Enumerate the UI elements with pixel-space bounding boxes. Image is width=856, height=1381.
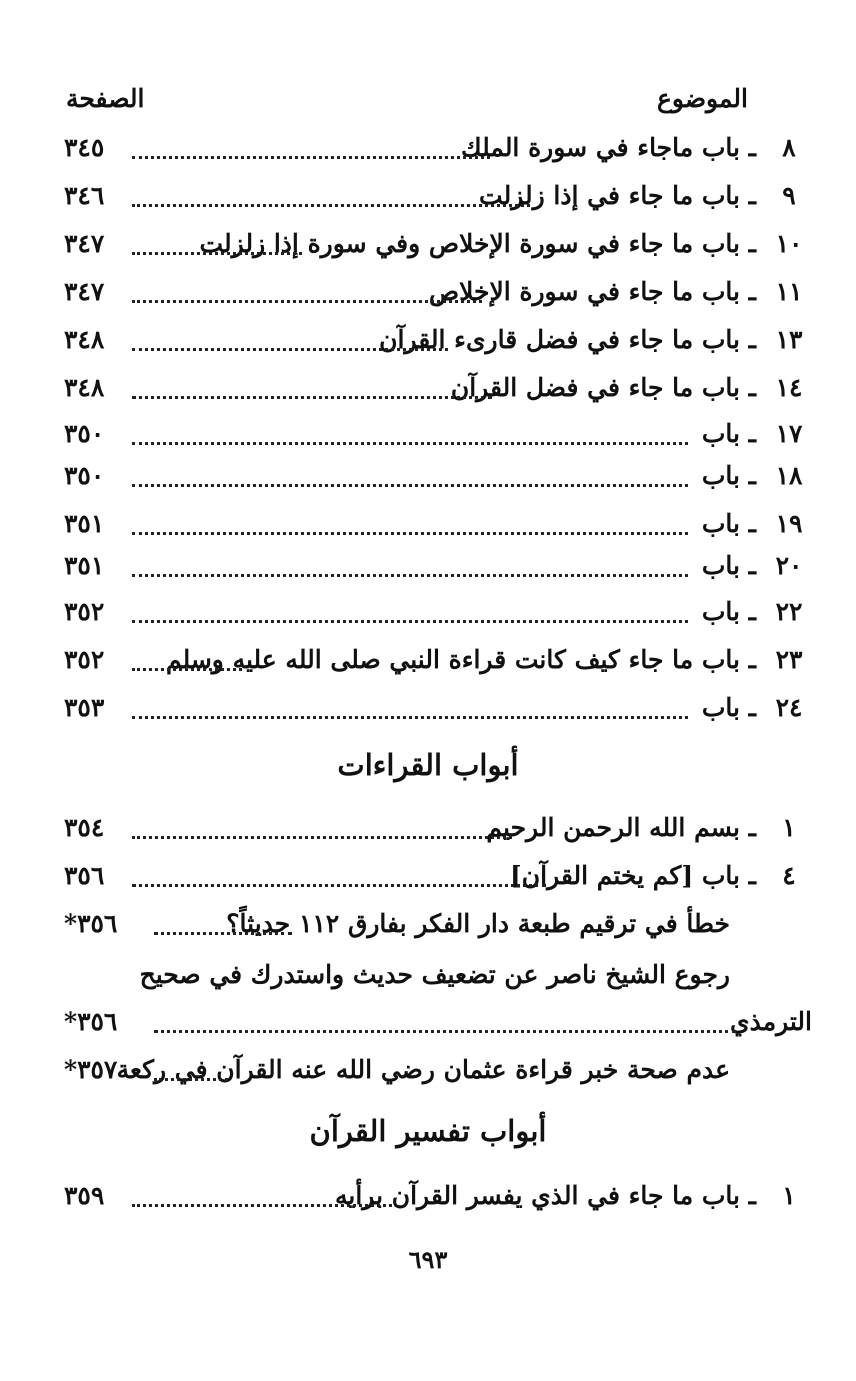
entry-number: ٤ (782, 861, 796, 890)
note-page: ٣٥٧* (64, 1055, 118, 1084)
entry-page: ٣٥٠ (64, 419, 105, 448)
toc-entry (64, 808, 812, 848)
dot-leader (154, 1030, 736, 1033)
dot-leader (132, 532, 688, 535)
dot-leader (132, 668, 242, 671)
note-page: ٣٥٦* (64, 1007, 118, 1036)
column-header-topic: الموضوع (657, 84, 748, 113)
entry-title: ـ باب [كم يختم القرآن] (509, 861, 756, 890)
entry-title: ـ باب ما جاء في سورة الإخلاص وفي سورة إذا زلزلت (199, 229, 756, 258)
toc-entry (64, 224, 812, 264)
dot-leader (132, 620, 688, 623)
entry-number: ١٣ (775, 325, 803, 354)
entry-number: ١١ (775, 277, 803, 306)
toc-entry (64, 272, 812, 312)
dot-leader (132, 1204, 392, 1207)
entry-page: ٣٤٧ (64, 277, 105, 306)
dot-leader (132, 716, 688, 719)
dot-leader (132, 300, 482, 303)
dot-leader (132, 348, 448, 351)
page-number: ٦٩٣ (408, 1245, 448, 1274)
dot-leader (132, 156, 490, 159)
dot-leader (132, 204, 530, 207)
entry-title: ـ باب ما جاء كيف كانت قراءة النبي صلى الله عليه وسلم (165, 645, 756, 674)
toc-entry (64, 368, 812, 408)
dot-leader (132, 836, 512, 839)
section-title-tafsir: أبواب تفسير القرآن (309, 1114, 547, 1148)
entry-page: ٣٤٥ (64, 133, 105, 162)
dot-leader (154, 1078, 228, 1081)
toc-entry (64, 592, 812, 632)
entry-number: ٢٠ (775, 551, 803, 580)
entry-title: ـ باب (701, 551, 756, 580)
entry-page: ٣٥٣ (64, 693, 105, 722)
dot-leader (132, 252, 302, 255)
note-title-line2: الترمذي (730, 1007, 812, 1036)
entry-number: ٨ (782, 133, 796, 162)
section-title-readings: أبواب القراءات (337, 748, 519, 782)
toc-entry (64, 546, 812, 586)
entry-title: ـ باب ما جاء في فضل قارىء القرآن (379, 325, 756, 354)
toc-entry (64, 1176, 812, 1216)
entry-page: ٣٥٩ (64, 1181, 105, 1210)
entry-title: ـ باب ما جاء في الذي يفسر القرآن برأيه (334, 1181, 756, 1210)
note-page: ٣٥٦* (64, 909, 118, 938)
entry-number: ٩ (782, 181, 796, 210)
entry-title: ـ باب (701, 461, 756, 490)
entry-number: ٢٣ (775, 645, 803, 674)
entry-title: ـ بسم الله الرحمن الرحيم (486, 813, 756, 842)
dot-leader (132, 396, 492, 399)
entry-title: ـ باب (701, 597, 756, 626)
entry-page: ٣٥٢ (64, 597, 105, 626)
entry-page: ٣٤٦ (64, 181, 105, 210)
toc-entry (64, 176, 812, 216)
entry-page: ٣٥٠ (64, 461, 105, 490)
toc-entry (64, 456, 812, 496)
toc-note (64, 904, 812, 944)
dot-leader (132, 484, 688, 487)
toc-note (64, 1050, 812, 1090)
toc-entry (64, 320, 812, 360)
entry-title: ـ باب (701, 509, 756, 538)
note-title: خطأ في ترقيم طبعة دار الفكر بفارق ١١٢ حديثاً؟ (226, 909, 730, 938)
entry-number: ١٩ (775, 509, 803, 538)
entry-number: ١ (782, 813, 796, 842)
entry-number: ١٧ (775, 419, 803, 448)
entry-page: ٣٤٨ (64, 373, 105, 402)
entry-number: ١٨ (775, 461, 803, 490)
toc-entry (64, 128, 812, 168)
entry-number: ١ (782, 1181, 796, 1210)
entry-number: ١٠ (775, 229, 803, 258)
entry-title: ـ باب (701, 693, 756, 722)
entry-page: ٣٤٧ (64, 229, 105, 258)
entry-number: ١٤ (775, 373, 803, 402)
entry-page: ٣٤٨ (64, 325, 105, 354)
dot-leader (132, 442, 688, 445)
toc-entry (64, 414, 812, 454)
entry-number: ٢٢ (775, 597, 803, 626)
toc-note (64, 1002, 812, 1042)
entry-page: ٣٥٤ (64, 813, 105, 842)
toc-entry (64, 640, 812, 680)
entry-title: ـ باب (701, 419, 756, 448)
entry-title: ـ باب ما جاء في إذا زلزلت (479, 181, 756, 210)
dot-leader (154, 932, 292, 935)
toc-entry (64, 504, 812, 544)
entry-title: ـ باب ما جاء في فضل القرآن (450, 373, 756, 402)
dot-leader (132, 574, 688, 577)
entry-page: ٣٥٦ (64, 861, 105, 890)
entry-number: ٢٤ (775, 693, 803, 722)
toc-entry (64, 856, 812, 896)
entry-page: ٣٥٢ (64, 645, 105, 674)
column-header-page: الصفحة (66, 84, 145, 113)
note-title-line1: رجوع الشيخ ناصر عن تضعيف حديث واستدرك في صحيح (139, 960, 730, 989)
entry-title: ـ باب ما جاء في سورة الإخلاص (428, 277, 756, 306)
dot-leader (132, 884, 546, 887)
entry-title: ـ باب ماجاء في سورة الملك (461, 133, 756, 162)
entry-page: ٣٥١ (64, 551, 105, 580)
note-title: عدم صحة خبر قراءة عثمان رضي الله عنه القرآن في ركعة (116, 1055, 730, 1084)
toc-entry (64, 688, 812, 728)
entry-page: ٣٥١ (64, 509, 105, 538)
